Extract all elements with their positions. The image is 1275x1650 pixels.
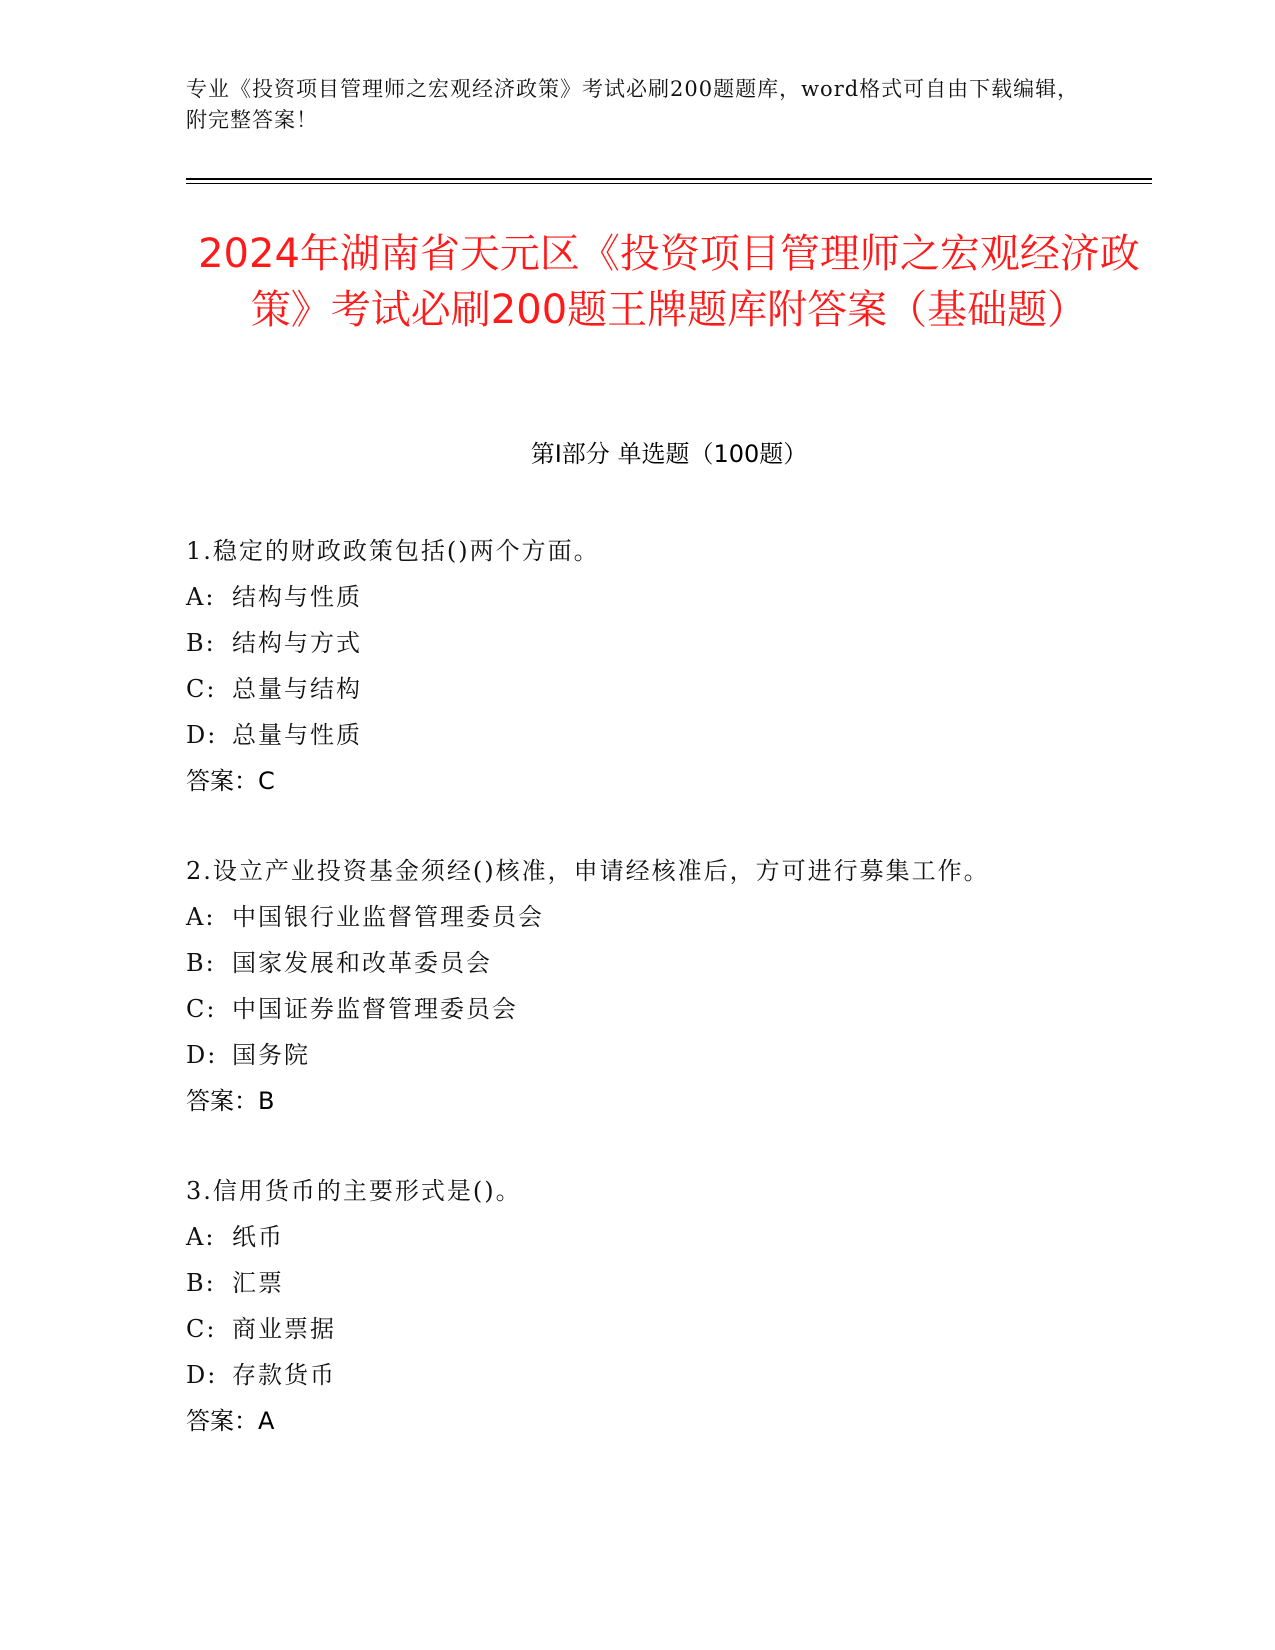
option-c — [186, 666, 1066, 712]
option-text: 总量与性质 — [232, 721, 362, 749]
question-stem: 1.稳定的财政政策包括()两个方面。 — [186, 537, 600, 565]
option-a — [186, 894, 1066, 940]
option-a — [186, 1214, 1066, 1260]
option-text: 总量与结构 — [232, 675, 362, 703]
question-2 — [186, 848, 1066, 1124]
option-letter: B: — [186, 629, 216, 657]
option-text: 商业票据 — [232, 1315, 336, 1343]
option-letter: A: — [186, 903, 216, 931]
option-d — [186, 1032, 1066, 1078]
header-divider-thin — [186, 183, 1152, 184]
question-list — [186, 528, 1066, 1488]
option-text: 中国银行业监督管理委员会 — [232, 903, 544, 931]
answer-line: 答案：C — [186, 767, 275, 795]
option-letter: D: — [186, 1041, 218, 1069]
option-text: 存款货币 — [232, 1361, 336, 1389]
option-c — [186, 986, 1066, 1032]
option-a — [186, 574, 1066, 620]
section-heading: 第I部分 单选题（100题） — [530, 440, 808, 468]
option-d — [186, 1352, 1066, 1398]
question-3 — [186, 1168, 1066, 1444]
option-letter: C: — [186, 995, 217, 1023]
option-b — [186, 940, 1066, 986]
option-text: 中国证券监督管理委员会 — [232, 995, 518, 1023]
header-divider-thick — [186, 178, 1152, 180]
option-text: 国务院 — [232, 1041, 310, 1069]
option-letter: B: — [186, 949, 216, 977]
option-b — [186, 1260, 1066, 1306]
option-letter: A: — [186, 1223, 216, 1251]
answer-line: 答案：A — [186, 1407, 275, 1435]
question-1 — [186, 528, 1066, 804]
option-c — [186, 1306, 1066, 1352]
option-letter: D: — [186, 1361, 218, 1389]
option-text: 国家发展和改革委员会 — [232, 949, 492, 977]
option-b — [186, 620, 1066, 666]
header-note: 专业《投资项目管理师之宏观经济政策》考试必刷200题题库，word格式可自由下载编辑，附完整答案！ — [186, 77, 1080, 132]
option-d — [186, 712, 1066, 758]
option-text: 纸币 — [232, 1223, 284, 1251]
option-letter: C: — [186, 675, 217, 703]
option-letter: A: — [186, 583, 216, 611]
question-stem: 3.信用货币的主要形式是()。 — [186, 1177, 522, 1205]
option-text: 结构与方式 — [232, 629, 362, 657]
option-letter: B: — [186, 1269, 216, 1297]
document-title: 2024年湖南省天元区《投资项目管理师之宏观经济政策》考试必刷200题王牌题库附答案（基础题） — [198, 231, 1140, 333]
option-letter: C: — [186, 1315, 217, 1343]
question-stem: 2.设立产业投资基金须经()核准，申请经核准后，方可进行募集工作。 — [186, 857, 990, 885]
option-text: 汇票 — [232, 1269, 284, 1297]
answer-line: 答案：B — [186, 1087, 275, 1115]
option-letter: D: — [186, 721, 218, 749]
option-text: 结构与性质 — [232, 583, 362, 611]
